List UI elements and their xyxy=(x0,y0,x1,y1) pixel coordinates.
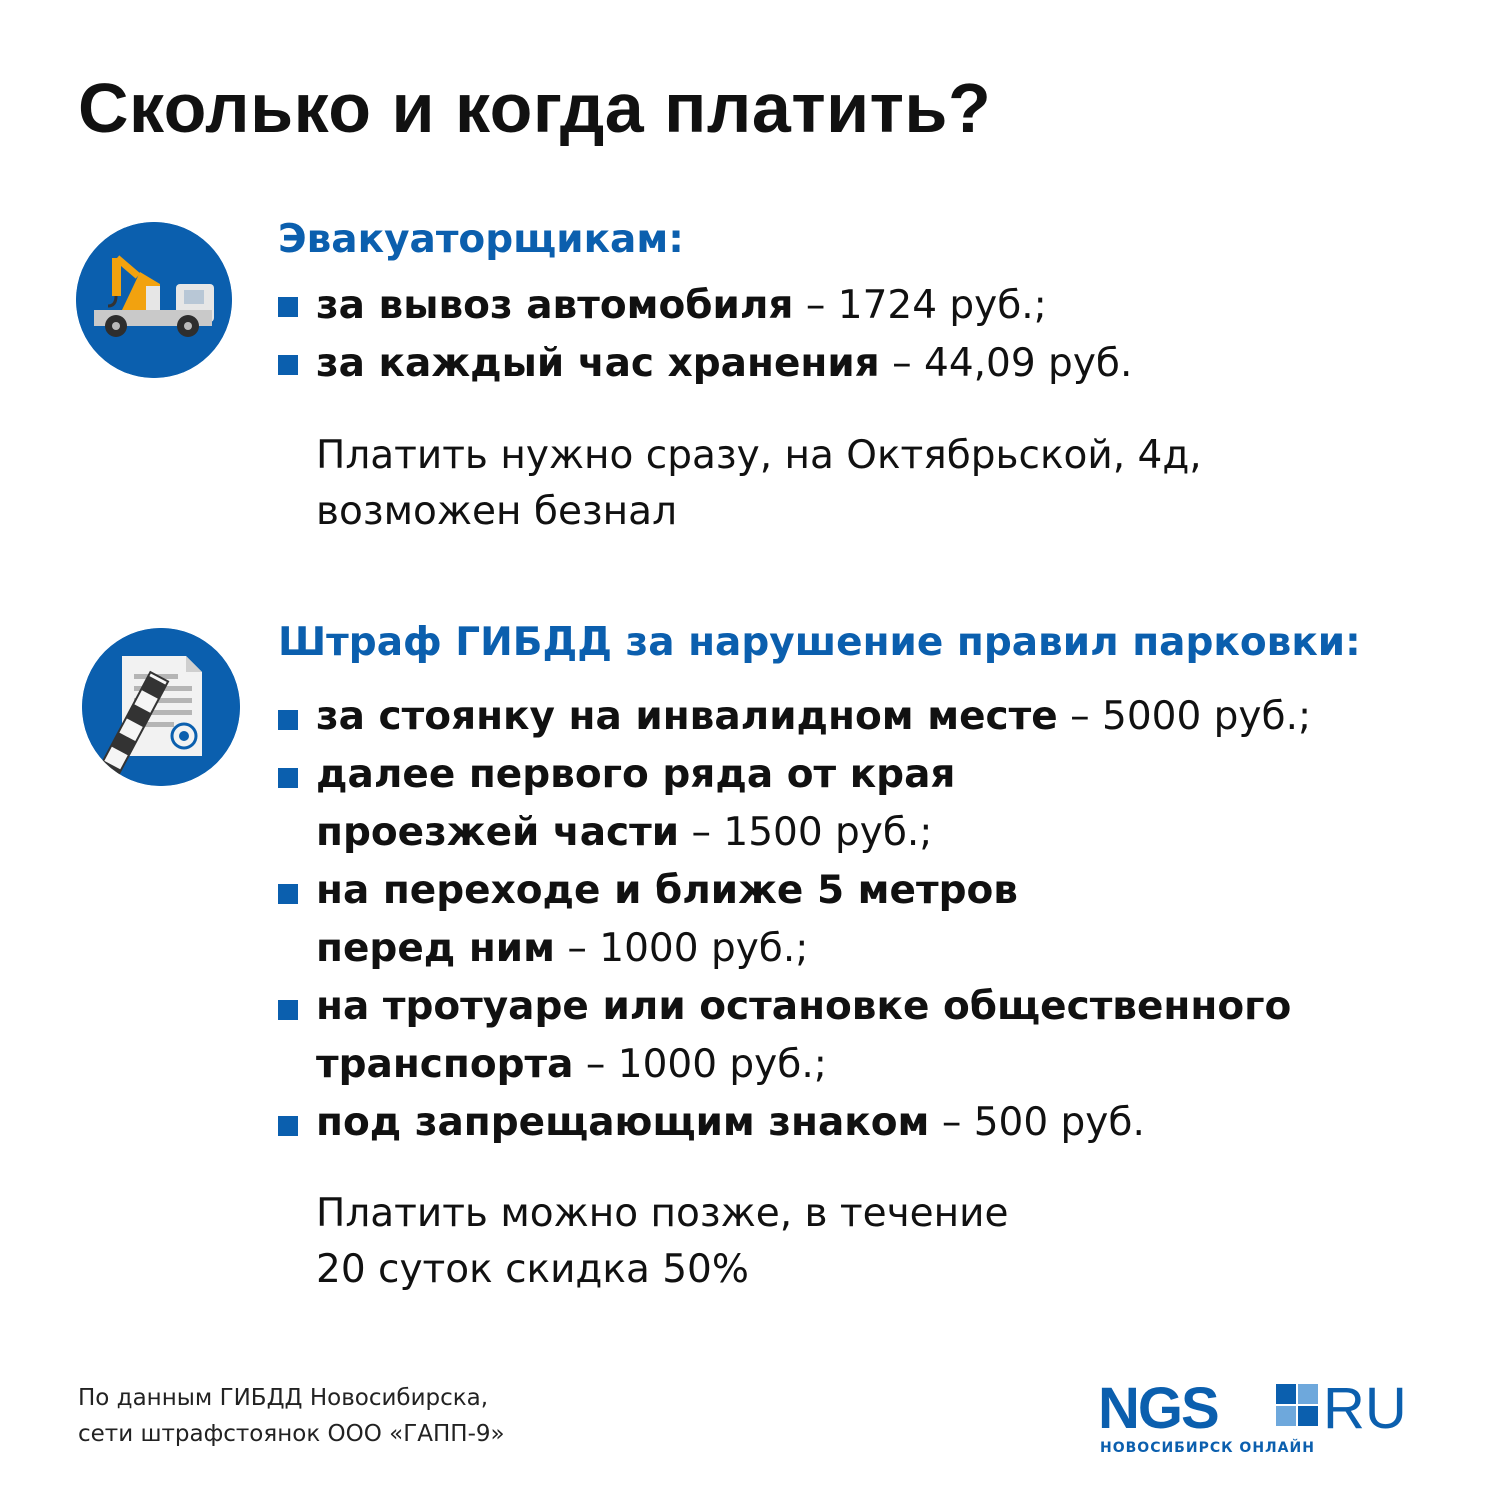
page-title: Сколько и когда платить? xyxy=(78,69,992,147)
tow-payment-note: Платить нужно сразу, на Октябрьской, 4д, возможен безнал xyxy=(316,433,1202,534)
bullet-icon xyxy=(278,355,298,375)
list-item: за каждый час хранения – 44,09 руб. xyxy=(278,335,1132,393)
bullet-icon xyxy=(278,297,298,317)
bullet-icon xyxy=(278,768,298,788)
list-item: под запрещающим знаком – 500 руб. xyxy=(278,1094,1311,1152)
source-note: По данным ГИБДД Новосибирска, сети штрафстоянок ООО «ГАПП-9» xyxy=(78,1385,505,1447)
bullet-icon xyxy=(278,1000,298,1020)
tow-price-list xyxy=(278,277,1132,393)
fines-price-list xyxy=(278,688,1311,1152)
logo-tagline: НОВОСИБИРСК ОНЛАЙН xyxy=(1100,1440,1315,1456)
tow-truck-icon xyxy=(76,222,232,378)
logo-ngs-text: NGS xyxy=(1098,1378,1218,1441)
list-item: за стоянку на инвалидном месте – 5000 руб.; xyxy=(278,688,1311,746)
list-item: далее первого ряда от края проезжей части – 1500 руб.; xyxy=(278,746,1311,862)
list-item: на переходе и ближе 5 метров перед ним – 1000 руб.; xyxy=(278,862,1311,978)
section-heading-tow: Эвакуаторщикам: xyxy=(278,217,684,262)
section-heading-fines: Штраф ГИБДД за нарушение правил парковки: xyxy=(278,620,1361,665)
ngs-logo xyxy=(1098,1378,1428,1458)
bullet-icon xyxy=(278,710,298,730)
list-item: на тротуаре или остановке общественного транспорта – 1000 руб.; xyxy=(278,978,1311,1094)
fines-payment-note: Платить можно позже, в течение 20 суток скидка 50% xyxy=(316,1191,1009,1292)
bullet-icon xyxy=(278,1116,298,1136)
bullet-icon xyxy=(278,884,298,904)
list-item: за вывоз автомобиля – 1724 руб.; xyxy=(278,277,1132,335)
logo-ru-text: RU xyxy=(1323,1378,1407,1441)
fine-document-icon xyxy=(82,628,240,786)
